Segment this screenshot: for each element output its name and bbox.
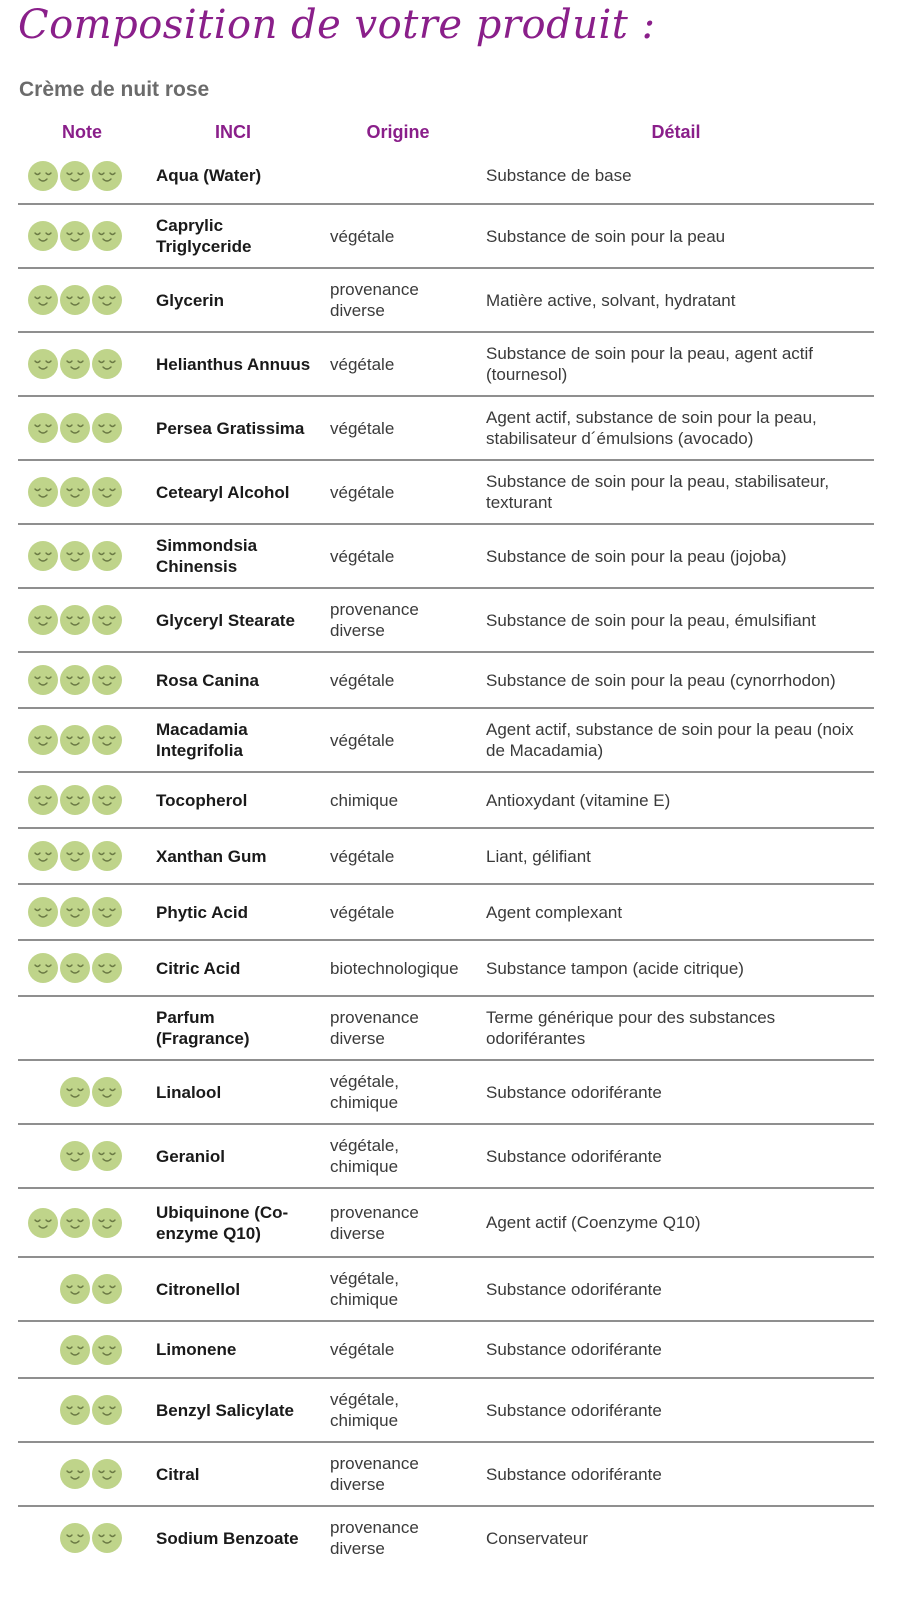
table-row: [18, 461, 874, 525]
smiley-icon: [60, 897, 90, 927]
inci-name: Geraniol: [156, 1146, 225, 1166]
origine-value: provenance diverse: [330, 1008, 419, 1048]
smiley-icon: [60, 1335, 90, 1365]
table-row: [18, 205, 874, 269]
detail-value: Agent actif (Coenzyme Q10): [486, 1213, 701, 1232]
detail-value: Substance de soin pour la peau (cynorrhodon): [486, 670, 836, 690]
origine-value: provenance diverse: [330, 1202, 419, 1243]
detail-value: Substance de base: [486, 166, 632, 185]
origine-value: végétale: [330, 846, 395, 866]
origine-value: végétale, chimique: [330, 1136, 399, 1176]
rating-cell: [18, 725, 138, 755]
origine-value: provenance diverse: [330, 1454, 419, 1494]
smiley-icon: [60, 285, 90, 315]
smiley-icon: [60, 1208, 90, 1238]
origine-value: provenance diverse: [330, 280, 419, 320]
smiley-icon: [60, 349, 90, 379]
smiley-icon: [60, 605, 90, 635]
rating-cell: [18, 605, 138, 635]
table-row: [18, 525, 874, 589]
detail-value: Substance odoriférante: [486, 1082, 662, 1102]
detail-value: Substance odoriférante: [486, 1340, 662, 1359]
smiley-icon: [92, 285, 122, 315]
inci-name: Glycerin: [156, 290, 225, 310]
table-row: [18, 1125, 874, 1189]
inci-name: Limonene: [156, 1340, 237, 1359]
origine-value: biotechnologique: [330, 958, 459, 978]
inci-name: Persea Gratissima: [156, 418, 305, 438]
rating-cell: [18, 541, 138, 571]
inci-name: Simmondsia Chinensis: [156, 536, 258, 576]
smiley-icon: [92, 785, 122, 815]
inci-name: Aqua (Water): [156, 166, 262, 185]
smiley-icon: [92, 349, 122, 379]
rating-cell: [18, 1335, 138, 1365]
smiley-icon: [92, 1395, 122, 1425]
smiley-icon: [92, 1459, 122, 1489]
table-row: [18, 397, 874, 461]
product-name: Crème de nuit rose: [19, 78, 210, 101]
inci-name: Cetearyl Alcohol: [156, 482, 290, 502]
smiley-icon: [28, 221, 58, 251]
inci-name: Phytic Acid: [156, 902, 248, 922]
smiley-icon: [92, 1274, 122, 1304]
smiley-icon: [92, 1208, 122, 1238]
smiley-icon: [60, 1523, 90, 1553]
smiley-icon: [92, 413, 122, 443]
smiley-icon: [92, 953, 122, 983]
detail-value: Substance odoriférante: [486, 1146, 662, 1166]
rating-cell: [18, 1208, 138, 1238]
smiley-icon: [92, 1141, 122, 1171]
inci-name: Rosa Canina: [156, 670, 259, 690]
inci-name: Xanthan Gum: [156, 846, 267, 866]
column-header-note: Note: [62, 122, 102, 142]
rating-cell: [18, 897, 138, 927]
smiley-icon: [60, 1395, 90, 1425]
detail-value: Agent actif, substance de soin pour la peau, stabilisateur d´émulsions (avocado): [486, 408, 817, 448]
rating-cell: [18, 665, 138, 695]
smiley-icon: [60, 413, 90, 443]
table-row: [18, 1258, 874, 1322]
detail-value: Substance odoriférante: [486, 1464, 662, 1484]
smiley-icon: [92, 221, 122, 251]
smiley-icon: [60, 953, 90, 983]
table-row: [18, 269, 874, 333]
smiley-icon: [60, 1274, 90, 1304]
column-header-origine: Origine: [366, 122, 430, 142]
smiley-icon: [60, 1459, 90, 1489]
inci-name: Linalool: [156, 1082, 222, 1102]
rating-cell: [18, 221, 138, 251]
rating-cell: [18, 477, 138, 507]
table-row: [18, 1322, 874, 1379]
smiley-icon: [92, 725, 122, 755]
origine-value: végétale, chimique: [330, 1072, 399, 1112]
table-row: [18, 773, 874, 829]
detail-value: Substance odoriférante: [486, 1400, 662, 1420]
smiley-icon: [28, 605, 58, 635]
rating-cell: [18, 1395, 138, 1425]
inci-name: Sodium Benzoate: [156, 1528, 299, 1548]
smiley-icon: [28, 785, 58, 815]
origine-value: végétale, chimique: [330, 1390, 399, 1430]
origine-value: végétale: [330, 670, 395, 690]
origine-value: végétale: [330, 902, 395, 922]
inci-name: Citronellol: [156, 1279, 241, 1299]
table-row: [18, 885, 874, 941]
origine-value: végétale: [330, 418, 395, 438]
smiley-icon: [60, 1077, 90, 1107]
smiley-icon: [60, 665, 90, 695]
rating-cell: [18, 349, 138, 379]
rating-cell: [18, 785, 138, 815]
inci-name: Tocopherol: [156, 790, 248, 810]
detail-value: Substance de soin pour la peau, émulsifiant: [486, 610, 816, 630]
detail-value: Substance de soin pour la peau, agent actif (tournesol): [486, 344, 814, 384]
rating-cell: [18, 413, 138, 443]
table-row: [18, 829, 874, 885]
inci-name: Parfum (Fragrance): [156, 1008, 250, 1048]
smiley-icon: [60, 477, 90, 507]
detail-value: Substance odoriférante: [486, 1279, 662, 1299]
smiley-icon: [28, 897, 58, 927]
table-row: [18, 589, 874, 653]
smiley-icon: [28, 161, 58, 191]
rating-cell: [18, 285, 138, 315]
smiley-icon: [92, 1523, 122, 1553]
column-header-inci: INCI: [215, 122, 251, 142]
origine-value: provenance diverse: [330, 600, 419, 640]
smiley-icon: [28, 1208, 58, 1238]
smiley-icon: [28, 285, 58, 315]
origine-value: végétale: [330, 354, 395, 374]
detail-value: Antioxydant (vitamine E): [486, 790, 671, 810]
inci-name: Macadamia Integrifolia: [156, 720, 248, 760]
ingredient-table: [18, 148, 874, 1569]
table-row: [18, 941, 874, 997]
page-title: Composition de votre produit :: [18, 2, 656, 48]
table-row: [18, 1061, 874, 1125]
table-row: [18, 1507, 874, 1569]
column-header-detail: Détail: [651, 122, 701, 142]
inci-name: Helianthus Annuus: [156, 354, 311, 374]
origine-value: végétale: [330, 730, 395, 750]
detail-value: Substance de soin pour la peau (jojoba): [486, 546, 787, 566]
table-row: [18, 1379, 874, 1443]
inci-name: Caprylic Triglyceride: [156, 216, 252, 256]
detail-value: Liant, gélifiant: [486, 846, 591, 866]
smiley-icon: [92, 841, 122, 871]
smiley-icon: [60, 841, 90, 871]
table-row: [18, 1443, 874, 1507]
origine-value: chimique: [330, 790, 399, 810]
smiley-icon: [28, 725, 58, 755]
inci-name: Glyceryl Stearate: [156, 610, 295, 630]
detail-value: Terme générique pour des substances odoriférantes: [486, 1008, 776, 1048]
table-row: [18, 148, 874, 205]
smiley-icon: [92, 605, 122, 635]
smiley-icon: [28, 541, 58, 571]
table-row: [18, 997, 874, 1061]
rating-cell: [18, 1077, 138, 1107]
smiley-icon: [28, 413, 58, 443]
smiley-icon: [60, 1141, 90, 1171]
origine-value: végétale: [330, 546, 395, 566]
inci-name: Citral: [156, 1464, 200, 1484]
smiley-icon: [92, 161, 122, 191]
smiley-icon: [28, 841, 58, 871]
rating-cell: [18, 841, 138, 871]
table-row: [18, 1189, 874, 1258]
rating-cell: [18, 1459, 138, 1489]
smiley-icon: [92, 1335, 122, 1365]
detail-value: Substance de soin pour la peau, stabilisateur, texturant: [486, 472, 830, 512]
detail-value: Agent complexant: [486, 902, 623, 922]
detail-value: Conservateur: [486, 1528, 589, 1548]
origine-value: provenance diverse: [330, 1518, 419, 1558]
table-header: [18, 122, 874, 148]
smiley-icon: [92, 477, 122, 507]
origine-value: végétale: [330, 482, 395, 502]
rating-cell: [18, 1141, 138, 1171]
detail-value: Substance de soin pour la peau: [486, 226, 726, 246]
detail-value: Agent actif, substance de soin pour la peau (noix de Macadamia): [486, 720, 854, 760]
inci-name: Benzyl Salicylate: [156, 1400, 294, 1420]
detail-value: Substance tampon (acide citrique): [486, 958, 744, 978]
smiley-icon: [28, 665, 58, 695]
rating-cell: [18, 1274, 138, 1304]
origine-value: végétale: [330, 226, 395, 246]
table-row: [18, 653, 874, 709]
inci-name: Ubiquinone (Co-enzyme Q10): [156, 1202, 289, 1243]
origine-value: végétale: [330, 1340, 395, 1359]
smiley-icon: [92, 897, 122, 927]
smiley-icon: [92, 1077, 122, 1107]
rating-cell: [18, 1523, 138, 1553]
rating-cell: [18, 161, 138, 191]
inci-name: Citric Acid: [156, 958, 241, 978]
smiley-icon: [60, 785, 90, 815]
smiley-icon: [60, 725, 90, 755]
smiley-icon: [28, 953, 58, 983]
smiley-icon: [60, 221, 90, 251]
table-row: [18, 333, 874, 397]
smiley-icon: [28, 477, 58, 507]
smiley-icon: [60, 161, 90, 191]
origine-value: végétale, chimique: [330, 1269, 399, 1309]
rating-cell: [18, 953, 138, 983]
smiley-icon: [60, 541, 90, 571]
detail-value: Matière active, solvant, hydratant: [486, 290, 736, 310]
smiley-icon: [92, 541, 122, 571]
smiley-icon: [92, 665, 122, 695]
smiley-icon: [28, 349, 58, 379]
table-row: [18, 709, 874, 773]
